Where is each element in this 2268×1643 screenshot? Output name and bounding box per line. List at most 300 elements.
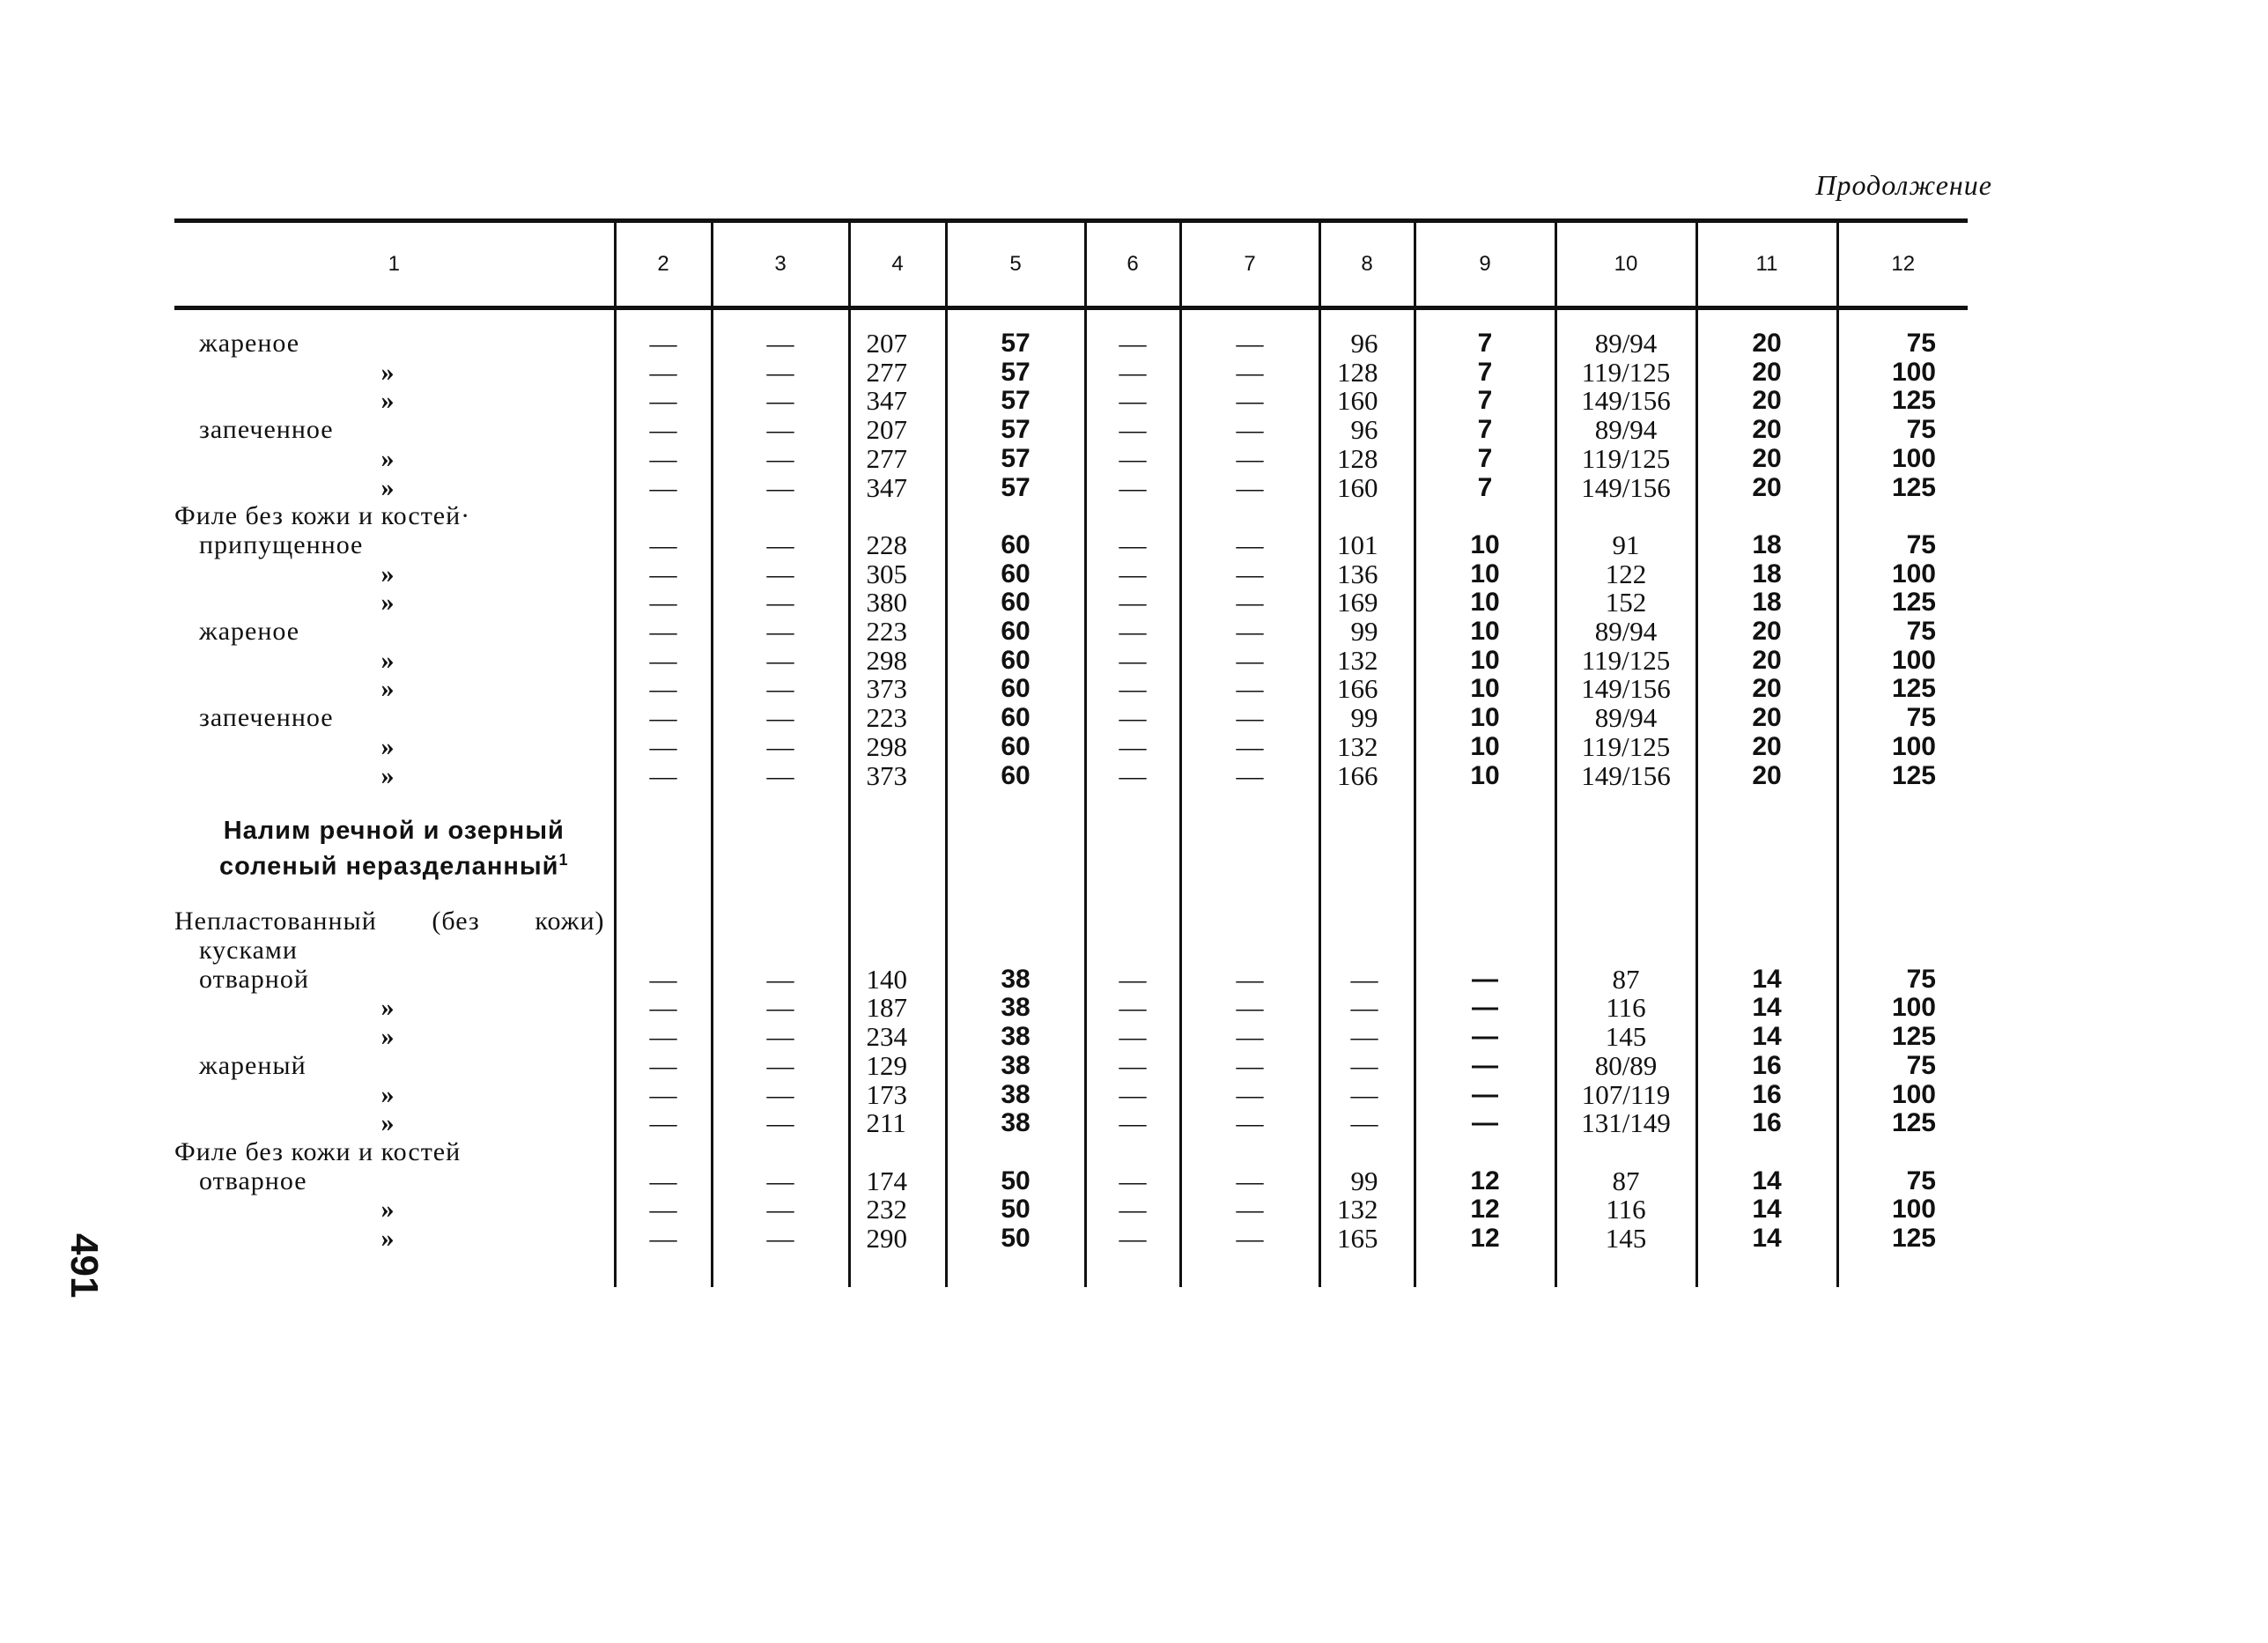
column-header: 2 <box>615 221 712 308</box>
table-cell <box>1696 936 1837 966</box>
table-cell: — <box>615 387 712 416</box>
table-cell: 38 <box>946 1109 1085 1138</box>
table-cell: — <box>1085 387 1180 416</box>
table-cell: — <box>712 359 849 388</box>
table-cell: 16 <box>1696 1052 1837 1081</box>
table-cell: 75 <box>1837 329 1968 359</box>
table-cell <box>1319 1138 1415 1167</box>
table-cell: 165 <box>1319 1225 1415 1254</box>
nutrition-table <box>174 218 1968 1287</box>
table-cell <box>1696 817 1837 846</box>
table-cell: 125 <box>1837 588 1968 618</box>
column-header: 1 <box>174 221 615 308</box>
table-cell: — <box>712 1225 849 1254</box>
row-label <box>174 1109 615 1138</box>
table-cell: 149/156 <box>1555 474 1696 503</box>
table-gap-row <box>174 881 1968 907</box>
table-cell: 12 <box>1415 1225 1555 1254</box>
table-cell: 128 <box>1319 359 1415 388</box>
table-cell <box>615 308 712 330</box>
table-cell: — <box>1180 445 1319 474</box>
table-cell <box>1837 308 1968 330</box>
table-cell: — <box>1319 1081 1415 1110</box>
table-cell: 57 <box>946 387 1085 416</box>
table-cell: — <box>1085 531 1180 560</box>
table-cell: 347 <box>849 387 946 416</box>
row-label <box>174 1081 615 1110</box>
table-row <box>174 1023 1968 1052</box>
table-row <box>174 445 1968 474</box>
table-cell: — <box>615 1109 712 1138</box>
row-label <box>174 560 615 589</box>
table-cell <box>615 907 712 936</box>
table-cell: 20 <box>1696 675 1837 704</box>
table-cell: 96 <box>1319 416 1415 445</box>
table-cell: — <box>1085 588 1180 618</box>
table-cell: — <box>1415 1023 1555 1052</box>
table-cell <box>1415 846 1555 881</box>
table-cell: — <box>1319 1109 1415 1138</box>
table-cell: — <box>1415 966 1555 995</box>
table-cell <box>1415 308 1555 330</box>
table-cell <box>1085 881 1180 907</box>
table-cell: 119/125 <box>1555 445 1696 474</box>
row-label-text: » <box>380 472 395 502</box>
table-cell <box>946 502 1085 531</box>
table-cell: 101 <box>1319 531 1415 560</box>
table-cell: — <box>1085 618 1180 647</box>
table-cell: — <box>1180 966 1319 995</box>
table-cell: — <box>615 531 712 560</box>
row-label <box>174 531 615 560</box>
table-cell <box>1696 907 1837 936</box>
table-cell: — <box>1180 387 1319 416</box>
table-cell <box>1555 881 1696 907</box>
table-cell: — <box>1085 445 1180 474</box>
table-cell: 119/125 <box>1555 733 1696 762</box>
table-row <box>174 1052 1968 1081</box>
table-cell: — <box>712 1052 849 1081</box>
table-cell: — <box>1319 994 1415 1023</box>
table-cell: — <box>712 647 849 676</box>
table-spacer-row <box>174 308 1968 330</box>
table-cell <box>1180 1254 1319 1287</box>
table-cell: — <box>615 675 712 704</box>
table-cell: 57 <box>946 359 1085 388</box>
table-cell: 89/94 <box>1555 704 1696 733</box>
table-cell <box>1837 907 1968 936</box>
table-cell <box>712 1254 849 1287</box>
table-cell <box>1085 846 1180 881</box>
table-cell: 10 <box>1415 675 1555 704</box>
table-cell: — <box>1085 675 1180 704</box>
table-cell: — <box>1085 762 1180 791</box>
table-row <box>174 502 1968 531</box>
table-row <box>174 531 1968 560</box>
table-cell: — <box>712 675 849 704</box>
table-cell: 223 <box>849 618 946 647</box>
table-cell: 10 <box>1415 588 1555 618</box>
table-cell: — <box>712 329 849 359</box>
row-label <box>174 846 615 881</box>
table-cell: 228 <box>849 531 946 560</box>
table-row <box>174 1138 1968 1167</box>
table-cell <box>1085 936 1180 966</box>
table-cell <box>712 846 849 881</box>
table-cell: 100 <box>1837 733 1968 762</box>
column-header: 4 <box>849 221 946 308</box>
table-row <box>174 1109 1968 1138</box>
table-row <box>174 618 1968 647</box>
table-cell: 20 <box>1696 445 1837 474</box>
row-label-text: соленый неразделанный <box>219 852 559 881</box>
table-cell: 119/125 <box>1555 359 1696 388</box>
table-cell: — <box>615 560 712 589</box>
table-cell: — <box>1180 1167 1319 1196</box>
table-cell: 75 <box>1837 618 1968 647</box>
table-cell <box>174 881 615 907</box>
table-cell: 7 <box>1415 445 1555 474</box>
table-cell <box>174 790 615 817</box>
table-cell: 16 <box>1696 1109 1837 1138</box>
table-cell <box>1837 881 1968 907</box>
row-label-text: Филе без кожи и костей· <box>174 501 471 531</box>
table-cell <box>1415 1138 1555 1167</box>
table-cell <box>712 881 849 907</box>
table-cell: 145 <box>1555 1225 1696 1254</box>
row-label-text: припущенное <box>199 529 364 559</box>
table-cell: — <box>1085 329 1180 359</box>
row-label <box>174 936 615 966</box>
table-cell: — <box>615 445 712 474</box>
table-cell: 100 <box>1837 560 1968 589</box>
table-cell: — <box>615 733 712 762</box>
table-cell: — <box>712 1109 849 1138</box>
table-cell: 166 <box>1319 675 1415 704</box>
table-cell <box>615 936 712 966</box>
column-header: 6 <box>1085 221 1180 308</box>
table-cell <box>946 846 1085 881</box>
table-cell <box>615 1254 712 1287</box>
table-cell: — <box>1085 733 1180 762</box>
row-label-text: » <box>380 731 395 761</box>
table-cell <box>1180 846 1319 881</box>
table-cell <box>1085 308 1180 330</box>
table-cell: 128 <box>1319 445 1415 474</box>
table-cell: 38 <box>946 1081 1085 1110</box>
table-cell: — <box>615 1195 712 1225</box>
row-label-text: жареный <box>199 1050 307 1080</box>
table-cell: — <box>712 588 849 618</box>
table-cell <box>946 1254 1085 1287</box>
table-cell: 14 <box>1696 994 1837 1023</box>
table-cell: 136 <box>1319 560 1415 589</box>
row-label-text: » <box>380 993 395 1023</box>
row-label <box>174 1195 615 1225</box>
row-label <box>174 416 615 445</box>
table-cell: — <box>1319 1023 1415 1052</box>
table-cell: — <box>1180 474 1319 503</box>
table-cell: — <box>1319 966 1415 995</box>
table-cell <box>1319 502 1415 531</box>
table-cell <box>849 790 946 817</box>
table-cell <box>615 502 712 531</box>
row-label <box>174 474 615 503</box>
table-cell <box>1696 881 1837 907</box>
table-cell <box>1555 907 1696 936</box>
row-label <box>174 445 615 474</box>
table-cell: — <box>615 329 712 359</box>
table-cell <box>615 790 712 817</box>
table-cell: 60 <box>946 531 1085 560</box>
table-cell: 50 <box>946 1225 1085 1254</box>
table-cell <box>712 790 849 817</box>
table-cell: 75 <box>1837 416 1968 445</box>
row-label-text: » <box>380 588 395 618</box>
table-cell <box>1837 846 1968 881</box>
table-row <box>174 733 1968 762</box>
table-cell: — <box>712 618 849 647</box>
table-cell: 89/94 <box>1555 416 1696 445</box>
row-label-part: (без <box>432 907 480 936</box>
table-cell <box>1837 817 1968 846</box>
table-cell <box>946 907 1085 936</box>
table-cell <box>1319 817 1415 846</box>
table-cell: 149/156 <box>1555 387 1696 416</box>
table-cell: — <box>615 359 712 388</box>
table-cell: 10 <box>1415 560 1555 589</box>
table-cell: — <box>1180 1195 1319 1225</box>
table-cell: 116 <box>1555 994 1696 1023</box>
table-cell <box>1180 881 1319 907</box>
table-cell <box>946 308 1085 330</box>
table-cell <box>1180 790 1319 817</box>
column-header: 8 <box>1319 221 1415 308</box>
row-label <box>174 733 615 762</box>
table-cell: — <box>1180 704 1319 733</box>
row-label-text: » <box>380 674 395 704</box>
table-cell: 20 <box>1696 416 1837 445</box>
table-cell: 169 <box>1319 588 1415 618</box>
table-cell: 232 <box>849 1195 946 1225</box>
table-cell: 125 <box>1837 474 1968 503</box>
row-label-text: отварной <box>199 964 309 994</box>
table-cell: 91 <box>1555 531 1696 560</box>
row-label <box>174 762 615 791</box>
table-cell <box>946 936 1085 966</box>
row-label <box>174 1167 615 1196</box>
table-cell <box>1696 1138 1837 1167</box>
table-cell: — <box>615 1225 712 1254</box>
table-cell: — <box>712 1195 849 1225</box>
page-number: 491 <box>63 1233 106 1299</box>
table-cell: 14 <box>1696 966 1837 995</box>
table-cell: 96 <box>1319 329 1415 359</box>
table-cell: 89/94 <box>1555 329 1696 359</box>
table-cell: — <box>712 474 849 503</box>
table-cell: 132 <box>1319 647 1415 676</box>
table-cell: 20 <box>1696 762 1837 791</box>
table-cell: 160 <box>1319 387 1415 416</box>
table-cell: 277 <box>849 445 946 474</box>
table-cell: — <box>1180 618 1319 647</box>
table-cell <box>1696 790 1837 817</box>
table-cell: — <box>1180 647 1319 676</box>
table-cell <box>1837 936 1968 966</box>
table-cell <box>1180 1138 1319 1167</box>
row-label <box>174 994 615 1023</box>
table-cell: 38 <box>946 1023 1085 1052</box>
table-cell: 99 <box>1319 618 1415 647</box>
table-cell: — <box>712 416 849 445</box>
row-label-text: » <box>380 1224 395 1254</box>
row-label <box>174 1052 615 1081</box>
table-cell: 20 <box>1696 359 1837 388</box>
table-cell <box>1415 881 1555 907</box>
table-row <box>174 846 1968 881</box>
table-cell: 60 <box>946 675 1085 704</box>
table-cell: 125 <box>1837 1023 1968 1052</box>
table-cell <box>615 1138 712 1167</box>
table-cell: — <box>1180 1023 1319 1052</box>
table-cell: 20 <box>1696 329 1837 359</box>
table-cell: 89/94 <box>1555 618 1696 647</box>
table-cell: — <box>1085 966 1180 995</box>
row-label-text: » <box>380 1022 395 1052</box>
table-cell: — <box>1415 994 1555 1023</box>
row-label-text: » <box>380 760 395 790</box>
table-cell: 100 <box>1837 647 1968 676</box>
table-row <box>174 560 1968 589</box>
table-row <box>174 704 1968 733</box>
table-cell: 152 <box>1555 588 1696 618</box>
table-cell: 7 <box>1415 329 1555 359</box>
table-cell: 290 <box>849 1225 946 1254</box>
table-cell: 10 <box>1415 618 1555 647</box>
table-cell: 80/89 <box>1555 1052 1696 1081</box>
table-cell: — <box>712 445 849 474</box>
table-cell: — <box>1085 359 1180 388</box>
table-cell: 18 <box>1696 560 1837 589</box>
table-cell: — <box>615 1052 712 1081</box>
table-gap-row <box>174 790 1968 817</box>
table-cell <box>1415 790 1555 817</box>
table-cell <box>1555 502 1696 531</box>
table-cell: 10 <box>1415 647 1555 676</box>
table-cell: 18 <box>1696 531 1837 560</box>
table-cell: — <box>1085 560 1180 589</box>
row-label <box>174 618 615 647</box>
row-label-text: отварное <box>199 1166 307 1195</box>
table-cell: 38 <box>946 994 1085 1023</box>
table-cell: 116 <box>1555 1195 1696 1225</box>
table-cell: — <box>712 1023 849 1052</box>
row-label-text: запеченное <box>199 703 334 733</box>
table-cell: — <box>1180 994 1319 1023</box>
table-cell: — <box>1085 1195 1180 1225</box>
table-cell <box>946 817 1085 846</box>
table-cell <box>712 1138 849 1167</box>
table-cell: 20 <box>1696 647 1837 676</box>
table-cell <box>1837 790 1968 817</box>
table-cell: 75 <box>1837 1167 1968 1196</box>
row-label <box>174 817 615 846</box>
table-cell: 20 <box>1696 387 1837 416</box>
table-row <box>174 936 1968 966</box>
table-cell <box>849 308 946 330</box>
table-cell: 18 <box>1696 588 1837 618</box>
table-cell: 125 <box>1837 675 1968 704</box>
table-cell <box>1085 502 1180 531</box>
table-cell: 140 <box>849 966 946 995</box>
table-cell: 129 <box>849 1052 946 1081</box>
table-cell <box>1319 936 1415 966</box>
row-label-text: » <box>380 443 395 473</box>
table-cell: 125 <box>1837 387 1968 416</box>
table-cell: 122 <box>1555 560 1696 589</box>
row-label <box>174 1225 615 1254</box>
table-cell: 100 <box>1837 359 1968 388</box>
table-row <box>174 762 1968 791</box>
table-cell: 125 <box>1837 1225 1968 1254</box>
table-row <box>174 994 1968 1023</box>
table-row <box>174 966 1968 995</box>
table-cell <box>849 1254 946 1287</box>
table-cell: 14 <box>1696 1225 1837 1254</box>
table-cell <box>1180 817 1319 846</box>
table-cell: 99 <box>1319 1167 1415 1196</box>
table-row <box>174 416 1968 445</box>
table-cell: 7 <box>1415 359 1555 388</box>
row-label-text: Налим речной и озерный <box>223 817 565 846</box>
table-cell <box>849 907 946 936</box>
table-cell <box>1696 846 1837 881</box>
table-cell: 38 <box>946 966 1085 995</box>
table-row <box>174 359 1968 388</box>
table-cell: 60 <box>946 704 1085 733</box>
column-header: 3 <box>712 221 849 308</box>
table-cell: 132 <box>1319 1195 1415 1225</box>
table-cell <box>712 308 849 330</box>
table-cell: — <box>712 704 849 733</box>
table-cell: 10 <box>1415 762 1555 791</box>
continuation-label: Продолжение <box>1815 169 1992 201</box>
table-cell: 298 <box>849 647 946 676</box>
table-cell <box>1696 308 1837 330</box>
table-cell: — <box>1180 329 1319 359</box>
table-cell: — <box>712 531 849 560</box>
table-cell: 60 <box>946 733 1085 762</box>
row-label <box>174 1138 615 1167</box>
table-cell: 160 <box>1319 474 1415 503</box>
table-cell <box>1085 790 1180 817</box>
table-cell: — <box>615 474 712 503</box>
table-cell: — <box>712 994 849 1023</box>
column-header: 10 <box>1555 221 1696 308</box>
table-cell: — <box>1180 588 1319 618</box>
table-cell: 166 <box>1319 762 1415 791</box>
table-cell: 305 <box>849 560 946 589</box>
table-cell: — <box>1180 675 1319 704</box>
table-cell: 100 <box>1837 445 1968 474</box>
table-cell: 14 <box>1696 1023 1837 1052</box>
row-label-text: » <box>380 386 395 416</box>
table-cell: 7 <box>1415 416 1555 445</box>
table-cell: 373 <box>849 675 946 704</box>
table-cell: 100 <box>1837 1081 1968 1110</box>
table-cell: 57 <box>946 474 1085 503</box>
table-cell <box>1555 936 1696 966</box>
